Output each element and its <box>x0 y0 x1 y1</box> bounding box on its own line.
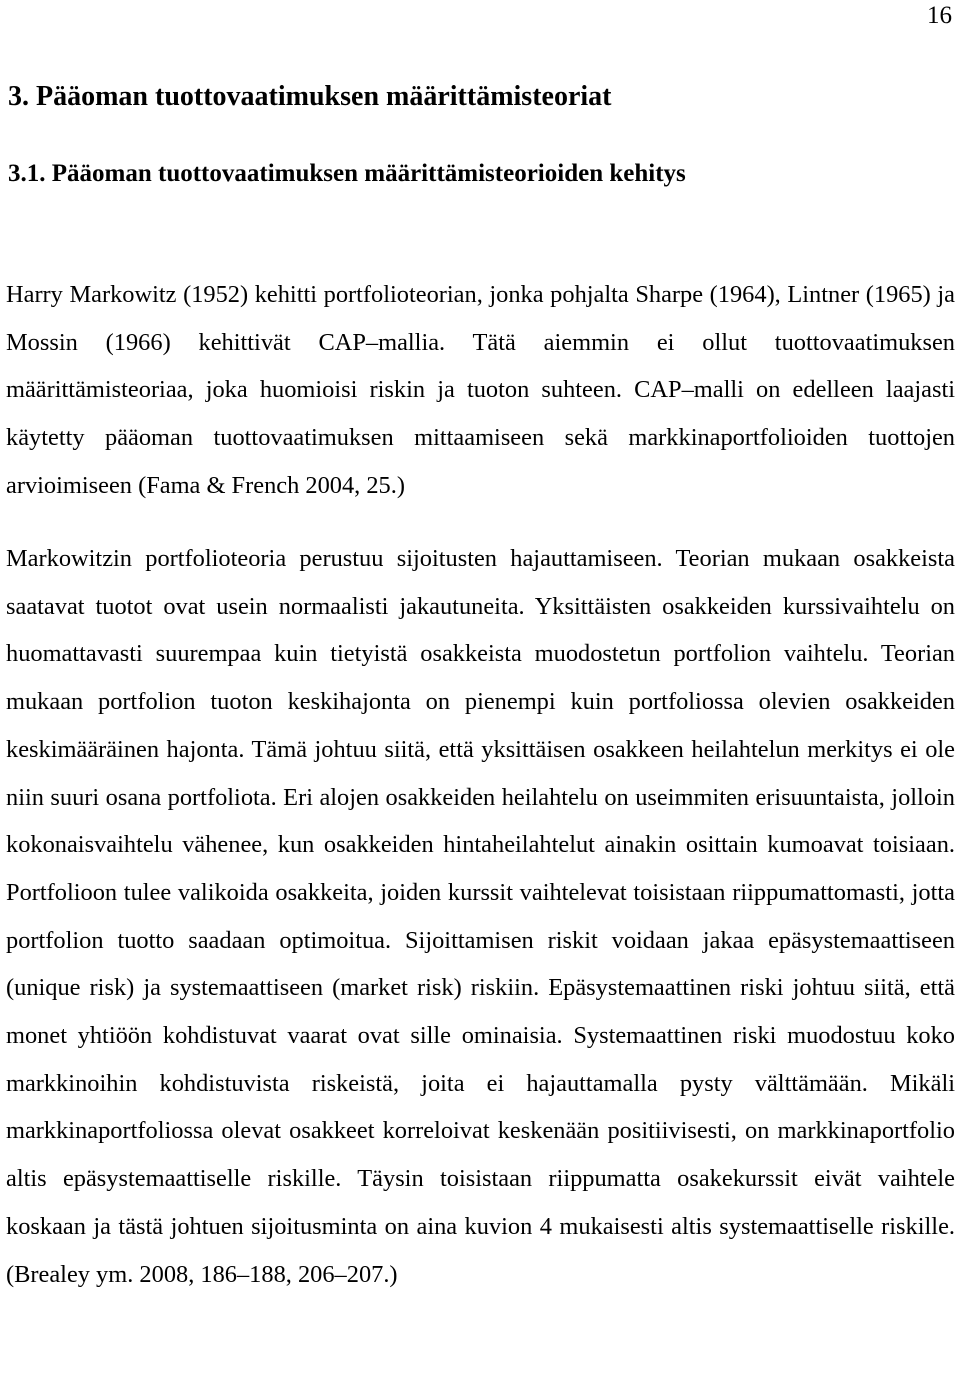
body-paragraph: Harry Markowitz (1952) kehitti portfolioteorian, jonka pohjalta Sharpe (1964), Lintner (1965) ja Mossin (1966) kehittivät CAP–mallia. Tätä aiemmin ei ollut tuottovaatimuksen määrittämisteoriaa, joka huomioisi riskin ja tuoton suhteen. CAP–malli on edelleen laajasti käytetty pääoman tuottovaatimuksen mittaamiseen sekä markkinaportfolioiden tuottojen arvioimiseen (Fama & French 2004, 25.) <box>6 281 955 499</box>
section-heading: 3.1. Pääoman tuottovaatimuksen määrittämisteorioiden kehitys <box>8 160 686 187</box>
chapter-heading: 3. Pääoman tuottovaatimuksen määrittämisteoriat <box>8 81 612 112</box>
page-number: 16 <box>927 2 952 29</box>
body-paragraph: Markowitzin portfolioteoria perustuu sijoitusten hajauttamiseen. Teorian mukaan osakkeista saatavat tuotot ovat usein normaalisti jakautuneita. Yksittäisten osakkeiden kurssivaihtelu on huomattavasti suurempaa kuin tietyistä osakkeista muodostetun portfolion vaihtelu. Teorian mukaan portfolion tuoton keskihajonta on pienempi kuin portfoliossa olevien osakkeiden keskimääräinen hajonta. Tämä johtuu siitä, että yksittäisen osakkeen heilahtelun merkitys ei ole niin suuri osana portfoliota. Eri alojen osakkeiden heilahtelu on useimmiten erisuuntaista, jolloin kokonaisvaihtelu vähenee, kun osakkeiden hintaheilahtelut ainakin osittain kumoavat toisiaan. Portfolioon tulee valikoida osakkeita, joiden kurssit vaihtelevat toisistaan riippumattomasti, jotta portfolion tuotto saadaan optimoitua. Sijoittamisen riskit voidaan jakaa epäsystemaattiseen (unique risk) ja systemaattiseen (market risk) riskiin. Epäsystemaattinen riski johtuu siitä, että monet yhtiöön kohdistuvat vaarat ovat sille ominaisia. Systemaattinen riski muodostuu koko markkinoihin kohdistuvista riskeistä, joita ei hajauttamalla pysty välttämään. Mikäli markkinaportfoliossa olevat osakkeet korreloivat keskenään positiivisesti, on markkinaportfolio altis epäsystemaattiselle riskille. Täysin toisistaan riippumatta osakekurssit eivät vaihtele koskaan ja tästä johtuen sijoitusminta on aina kuvion 4 mukaisesti altis systemaattiselle riskille. (Brealey ym. 2008, 186–188, 206–207.) <box>6 545 955 1288</box>
